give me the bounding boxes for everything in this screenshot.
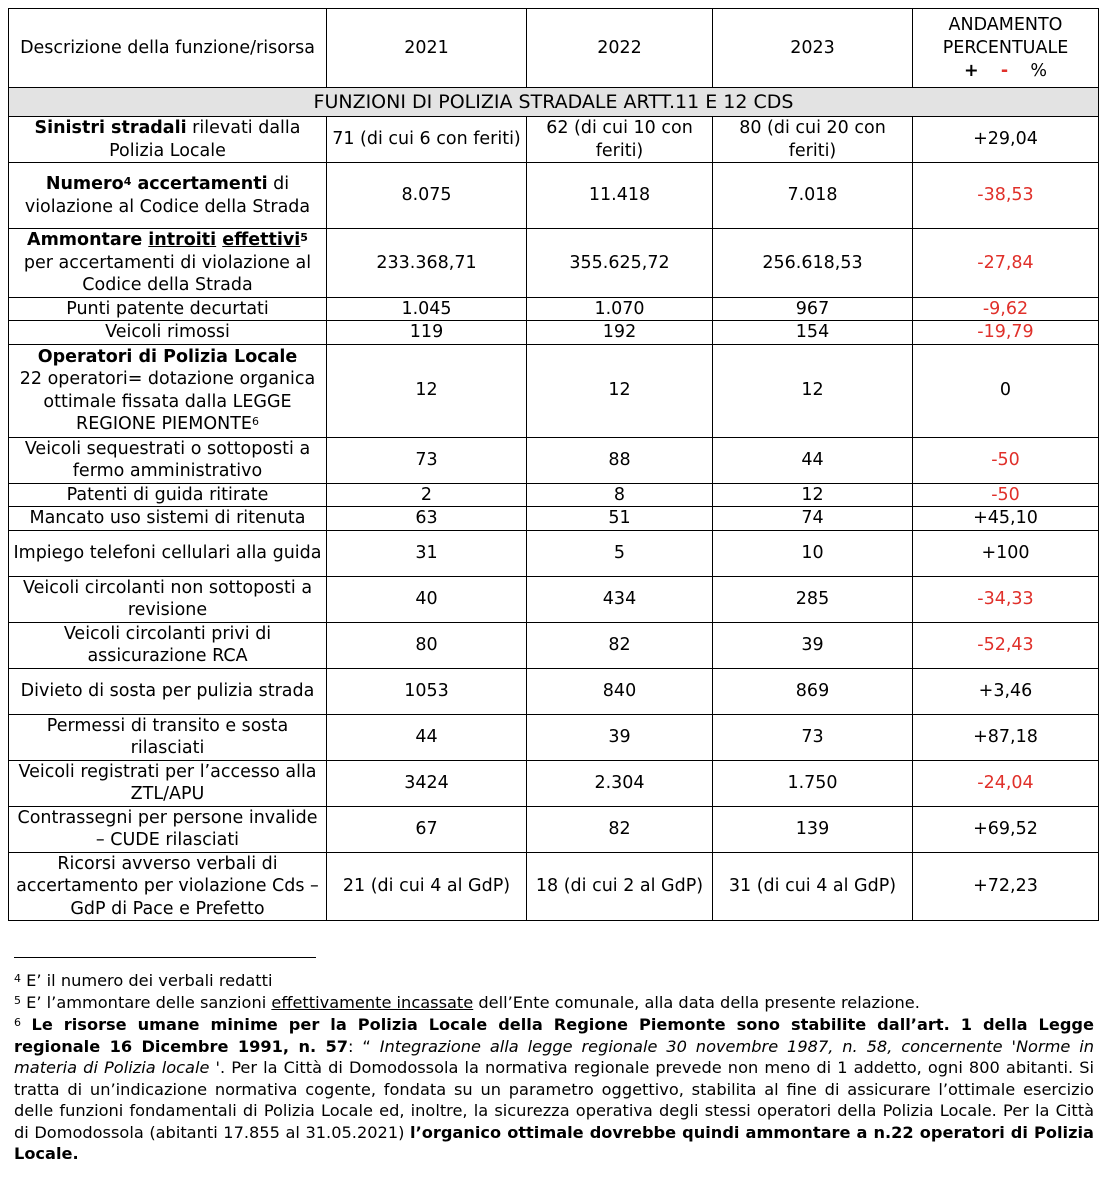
row-description-bold: Sinistri stradali <box>34 118 187 138</box>
value-2021: 67 <box>327 806 527 852</box>
value-2021: 1.045 <box>327 297 527 321</box>
value-2023: 869 <box>713 668 913 714</box>
header-2022: 2022 <box>527 9 713 88</box>
percent-symbol: % <box>1030 60 1048 81</box>
row-description: Permessi di transito e sosta rilasciati <box>9 714 327 760</box>
row-description-bold: Numero <box>45 174 124 194</box>
row-description-heading <box>12 229 323 252</box>
footnote-5 <box>14 992 1094 1014</box>
footnote-ref: 5 <box>300 231 308 244</box>
header-trend-symbols <box>916 60 1095 83</box>
row-description: Veicoli circolanti non sottoposti a revisione <box>9 576 327 622</box>
trend-percent: -50 <box>913 483 1099 507</box>
table-row <box>9 806 1099 852</box>
row-description: Mancato uso sistemi di ritenuta <box>9 507 327 531</box>
value-2021: 2 <box>327 483 527 507</box>
table-row <box>9 576 1099 622</box>
row-description: Veicoli circolanti privi di assicurazione RCA <box>9 622 327 668</box>
trend-percent: +100 <box>913 530 1099 576</box>
row-description: Impiego telefoni cellulari alla guida <box>9 530 327 576</box>
footnote-separator <box>14 957 316 958</box>
value-2022: 51 <box>527 507 713 531</box>
footnote-6-italic: Integrazione alla legge regionale 30 novembre 1987, n. 58, concernente 'Norme in materia di Polizia locale <box>14 1036 1095 1077</box>
value-2022: 39 <box>527 714 713 760</box>
table-row <box>9 530 1099 576</box>
value-2021: 1053 <box>327 668 527 714</box>
row-description: Veicoli rimossi <box>9 321 327 345</box>
trend-percent: -9,62 <box>913 297 1099 321</box>
value-2021: 119 <box>327 321 527 345</box>
value-2021: 44 <box>327 714 527 760</box>
header-row <box>9 9 1099 88</box>
value-2021: 8.075 <box>327 163 527 229</box>
row-description <box>9 229 327 298</box>
header-description: Descrizione della funzione/risorsa <box>9 9 327 88</box>
footnote-6-number: 6 <box>14 1016 21 1029</box>
table-row <box>9 163 1099 229</box>
minus-symbol: - <box>1000 60 1009 81</box>
value-2022: 5 <box>527 530 713 576</box>
trend-percent: -50 <box>913 437 1099 483</box>
value-2022: 11.418 <box>527 163 713 229</box>
table-row <box>9 297 1099 321</box>
value-2021: 73 <box>327 437 527 483</box>
footnote-5-text-b: dell’Ente comunale, alla data della presente relazione. <box>473 993 920 1012</box>
header-trend <box>913 9 1099 88</box>
value-2023: 12 <box>713 483 913 507</box>
value-2023: 154 <box>713 321 913 345</box>
trend-percent: -52,43 <box>913 622 1099 668</box>
table-body <box>9 117 1099 921</box>
trend-percent: +72,23 <box>913 852 1099 921</box>
footnote-6-bold-intro: Le risorse umane minime per la Polizia Locale della Regione Piemonte sono stabilite dall’art. 1 della Legge regionale 16 Dicembre 1991, n. 57 <box>14 1015 1094 1056</box>
row-description: Punti patente decurtati <box>9 297 327 321</box>
trend-percent: -38,53 <box>913 163 1099 229</box>
value-2023: 7.018 <box>713 163 913 229</box>
value-2021: 21 (di cui 4 al GdP) <box>327 852 527 921</box>
footnote-6-bold-conclusion: l’organico ottimale dovrebbe quindi ammontare a n.22 operatori di Polizia Locale. <box>14 1122 1094 1163</box>
value-2023: 80 (di cui 20 con feriti) <box>713 117 913 163</box>
table-row <box>9 507 1099 531</box>
row-description-text: per accertamenti di violazione al Codice della Strada <box>23 252 312 295</box>
table-row <box>9 714 1099 760</box>
trend-percent: -27,84 <box>913 229 1099 298</box>
value-2022: 1.070 <box>527 297 713 321</box>
value-2021: 40 <box>327 576 527 622</box>
value-2023: 1.750 <box>713 760 913 806</box>
value-2023: 73 <box>713 714 913 760</box>
section-title: FUNZIONI DI POLIZIA STRADALE ARTT.11 E 12 CDS <box>9 88 1099 117</box>
row-description: Contrassegni per persone invalide – CUDE rilasciati <box>9 806 327 852</box>
value-2023: 285 <box>713 576 913 622</box>
value-2021: 80 <box>327 622 527 668</box>
section-row <box>9 88 1099 117</box>
value-2022: 192 <box>527 321 713 345</box>
row-description <box>9 163 327 229</box>
header-2021: 2021 <box>327 9 527 88</box>
row-description-bold: Ammontare <box>27 230 149 250</box>
table-row <box>9 483 1099 507</box>
value-2022: 82 <box>527 806 713 852</box>
row-description-text: 22 operatori= dotazione organica ottimale fissata dalla LEGGE REGIONE PIEMONTE <box>19 369 316 434</box>
value-2023: 10 <box>713 530 913 576</box>
trend-percent: 0 <box>913 344 1099 437</box>
row-description-text: rilevati dalla Polizia Locale <box>109 118 301 161</box>
row-description: Patenti di guida ritirate <box>9 483 327 507</box>
trend-percent: +45,10 <box>913 507 1099 531</box>
table-row <box>9 117 1099 163</box>
footnote-5-underlined: effettivamente incassate <box>271 993 474 1012</box>
police-statistics-table <box>8 8 1099 921</box>
value-2023: 139 <box>713 806 913 852</box>
row-description: Veicoli registrati per l’accesso alla ZTL/APU <box>9 760 327 806</box>
value-2022: 88 <box>527 437 713 483</box>
row-description: Veicoli sequestrati o sottoposti a fermo amministrativo <box>9 437 327 483</box>
footnote-4-number: 4 <box>14 972 21 985</box>
trend-percent: +29,04 <box>913 117 1099 163</box>
value-2023: 967 <box>713 297 913 321</box>
value-2022: 18 (di cui 2 al GdP) <box>527 852 713 921</box>
value-2022: 82 <box>527 622 713 668</box>
footnote-5-number: 5 <box>14 994 21 1007</box>
trend-percent: +87,18 <box>913 714 1099 760</box>
value-2023: 44 <box>713 437 913 483</box>
footnote-ref: 6 <box>251 415 259 428</box>
row-description <box>9 117 327 163</box>
header-trend-line1: ANDAMENTO <box>948 14 1063 35</box>
value-2021: 3424 <box>327 760 527 806</box>
row-description: Ricorsi avverso verbali di accertamento per violazione Cds – GdP di Pace e Prefetto <box>9 852 327 921</box>
footnote-4 <box>14 970 1094 992</box>
value-2022: 8 <box>527 483 713 507</box>
value-2023: 31 (di cui 4 al GdP) <box>713 852 913 921</box>
value-2022: 355.625,72 <box>527 229 713 298</box>
row-description-underlined: introiti <box>148 230 217 250</box>
value-2021: 31 <box>327 530 527 576</box>
table-row <box>9 760 1099 806</box>
header-trend-line2: PERCENTUALE <box>942 37 1069 58</box>
value-2023: 12 <box>713 344 913 437</box>
footnote-6-text-2: '. Per la Città di Domodossola la normativa regionale prevede non meno di 1 addetto, ogni 800 abitanti. Si tratta di un’indicazione normativa cogente, fondata su un parametro oggettivo, stabilita al fine di assicurare l’ottimale esercizio delle funzioni fondamentali di Polizia Locale ed, inoltre, la sicurezza operativa degli stessi operatori della Polizia Locale. Per la Città di Domodossola (abitanti 17.855 al 31.05.2021) <box>14 1058 1094 1142</box>
table-row <box>9 852 1099 921</box>
trend-percent: -19,79 <box>913 321 1099 345</box>
value-2023: 74 <box>713 507 913 531</box>
row-description-bold: accertamenti <box>131 174 268 194</box>
value-2023: 39 <box>713 622 913 668</box>
value-2021: 233.368,71 <box>327 229 527 298</box>
row-description: Divieto di sosta per pulizia strada <box>9 668 327 714</box>
trend-percent: -34,33 <box>913 576 1099 622</box>
value-2021: 63 <box>327 507 527 531</box>
value-2021: 71 (di cui 6 con feriti) <box>327 117 527 163</box>
row-description-underlined: effettivi <box>222 230 301 250</box>
table-row <box>9 229 1099 298</box>
trend-percent: -24,04 <box>913 760 1099 806</box>
value-2022: 840 <box>527 668 713 714</box>
trend-percent: +69,52 <box>913 806 1099 852</box>
value-2022: 62 (di cui 10 con feriti) <box>527 117 713 163</box>
value-2023: 256.618,53 <box>713 229 913 298</box>
table-row <box>9 668 1099 714</box>
footnote-ref: 4 <box>123 175 132 188</box>
value-2022: 434 <box>527 576 713 622</box>
table-row <box>9 622 1099 668</box>
footnote-6-text-1: : “ <box>348 1036 380 1056</box>
value-2022: 2.304 <box>527 760 713 806</box>
footnote-5-text-a: E’ l’ammontare delle sanzioni <box>26 993 272 1012</box>
header-2023: 2023 <box>713 9 913 88</box>
row-description-bold: Operatori di Polizia Locale <box>37 346 298 367</box>
value-2021: 12 <box>327 344 527 437</box>
plus-symbol: + <box>963 60 979 81</box>
value-2022: 12 <box>527 344 713 437</box>
row-description <box>9 344 327 437</box>
trend-percent: +3,46 <box>913 668 1099 714</box>
table-row <box>9 437 1099 483</box>
table-row <box>9 344 1099 437</box>
row-description-text: di violazione al Codice della Strada <box>24 174 311 217</box>
footnote-4-text: E’ il numero dei verbali redatti <box>26 971 273 990</box>
footnote-6 <box>14 1014 1094 1165</box>
table-row <box>9 321 1099 345</box>
